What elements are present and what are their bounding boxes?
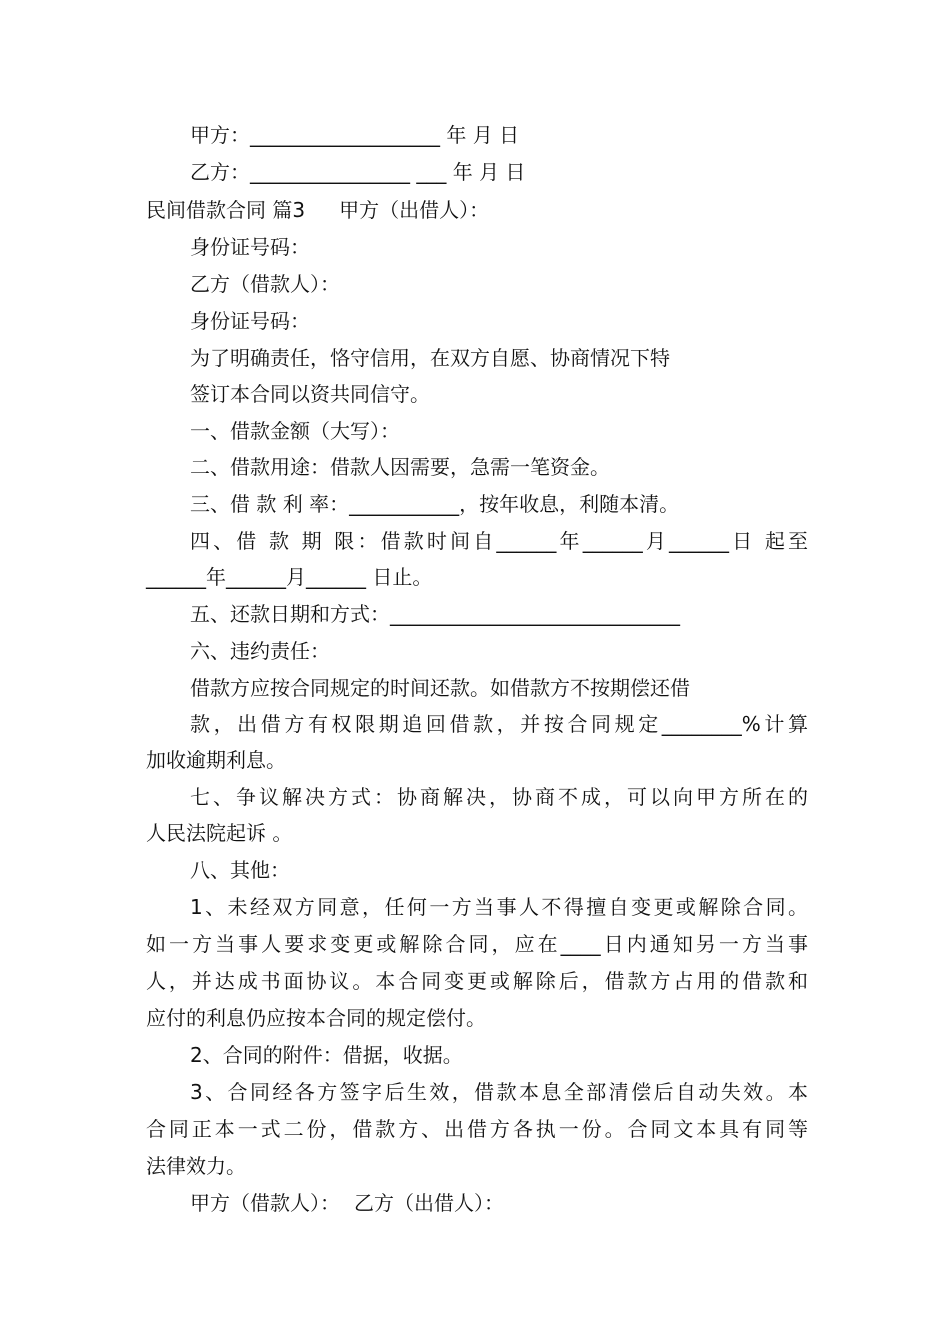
clause-6-line-1: 借款方应按合同规定的时间还款。如借款方不按期偿还借 (190, 676, 690, 700)
contract-heading-line (146, 196, 808, 224)
preamble-line-2: 签订本合同以资共同信守。 (190, 382, 430, 406)
clause-8-2-attachments: 2、合同的附件：借据，收据。 (190, 1043, 463, 1067)
clause-8-3-line-3: 法律效力。 (146, 1154, 246, 1178)
borrower-id-label: 身份证号码： (190, 309, 310, 333)
clause-4-term-line-2: ______年______月______ 日止。 (146, 565, 433, 589)
clause-5-repayment: 五、还款日期和方式：_____________________________ (190, 602, 680, 626)
party-b-date-line: 乙方：________________ ___ 年 月 日 (190, 160, 526, 184)
clause-7-line-2: 人民法院起诉 。 (146, 821, 293, 845)
clause-8-1-line-1: 1、未经双方同意，任何一方当事人不得擅自变更或解除合同。 (190, 895, 808, 919)
clause-2-purpose: 二、借款用途：借款人因需要，急需一笔资金。 (190, 455, 610, 479)
party-a-date-line: 甲方：___________________ 年 月 日 (190, 123, 520, 147)
clause-6-heading: 六、违约责任： (190, 639, 330, 663)
clause-8-heading: 八、其他： (190, 858, 290, 882)
contract-title: 民间借款合同 篇3 (146, 198, 306, 222)
clause-8-1-line-4: 应付的利息仍应按本合同的规定偿付。 (146, 1006, 486, 1030)
clause-8-3-line-1: 3、合同经各方签字后生效，借款本息全部清偿后自动失效。本 (190, 1080, 808, 1104)
clause-8-1-line-3: 人，并达成书面协议。本合同变更或解除后，借款方占用的借款和 (146, 969, 808, 993)
clause-8-3-line-2: 合同正本一式二份，借款方、出借方各执一份。合同文本具有同等 (146, 1117, 808, 1141)
clause-6-line-2: 款，出借方有权限期追回借款，并按合同规定________%计算 (190, 712, 808, 736)
clause-3-rate: 三、借 款 利 率：___________，按年收息，利随本清。 (190, 492, 680, 516)
borrower-label: 乙方（借款人）： (190, 272, 340, 296)
lender-label: 甲方（出借人）： (339, 198, 490, 222)
clause-7-line-1: 七、争议解决方式：协商解决，协商不成，可以向甲方所在的 (190, 785, 808, 809)
lender-signature-label: 乙方（出借人）： (354, 1191, 504, 1215)
clause-1-amount: 一、借款金额（大写）： (190, 419, 400, 443)
clause-6-line-3: 加收逾期利息。 (146, 748, 286, 772)
preamble-line-1: 为了明确责任，恪守信用，在双方自愿、协商情况下特 (190, 346, 670, 370)
signature-line (190, 1189, 808, 1217)
lender-id-label: 身份证号码： (190, 235, 310, 259)
borrower-signature-label: 甲方（借款人）： (190, 1191, 340, 1215)
clause-8-1-line-2: 如一方当事人要求变更或解除合同，应在____日内通知另一方当事 (146, 932, 808, 956)
clause-4-term-line-1: 四、借 款 期 限：借款时间自______年______月______日 起至 (190, 529, 808, 553)
